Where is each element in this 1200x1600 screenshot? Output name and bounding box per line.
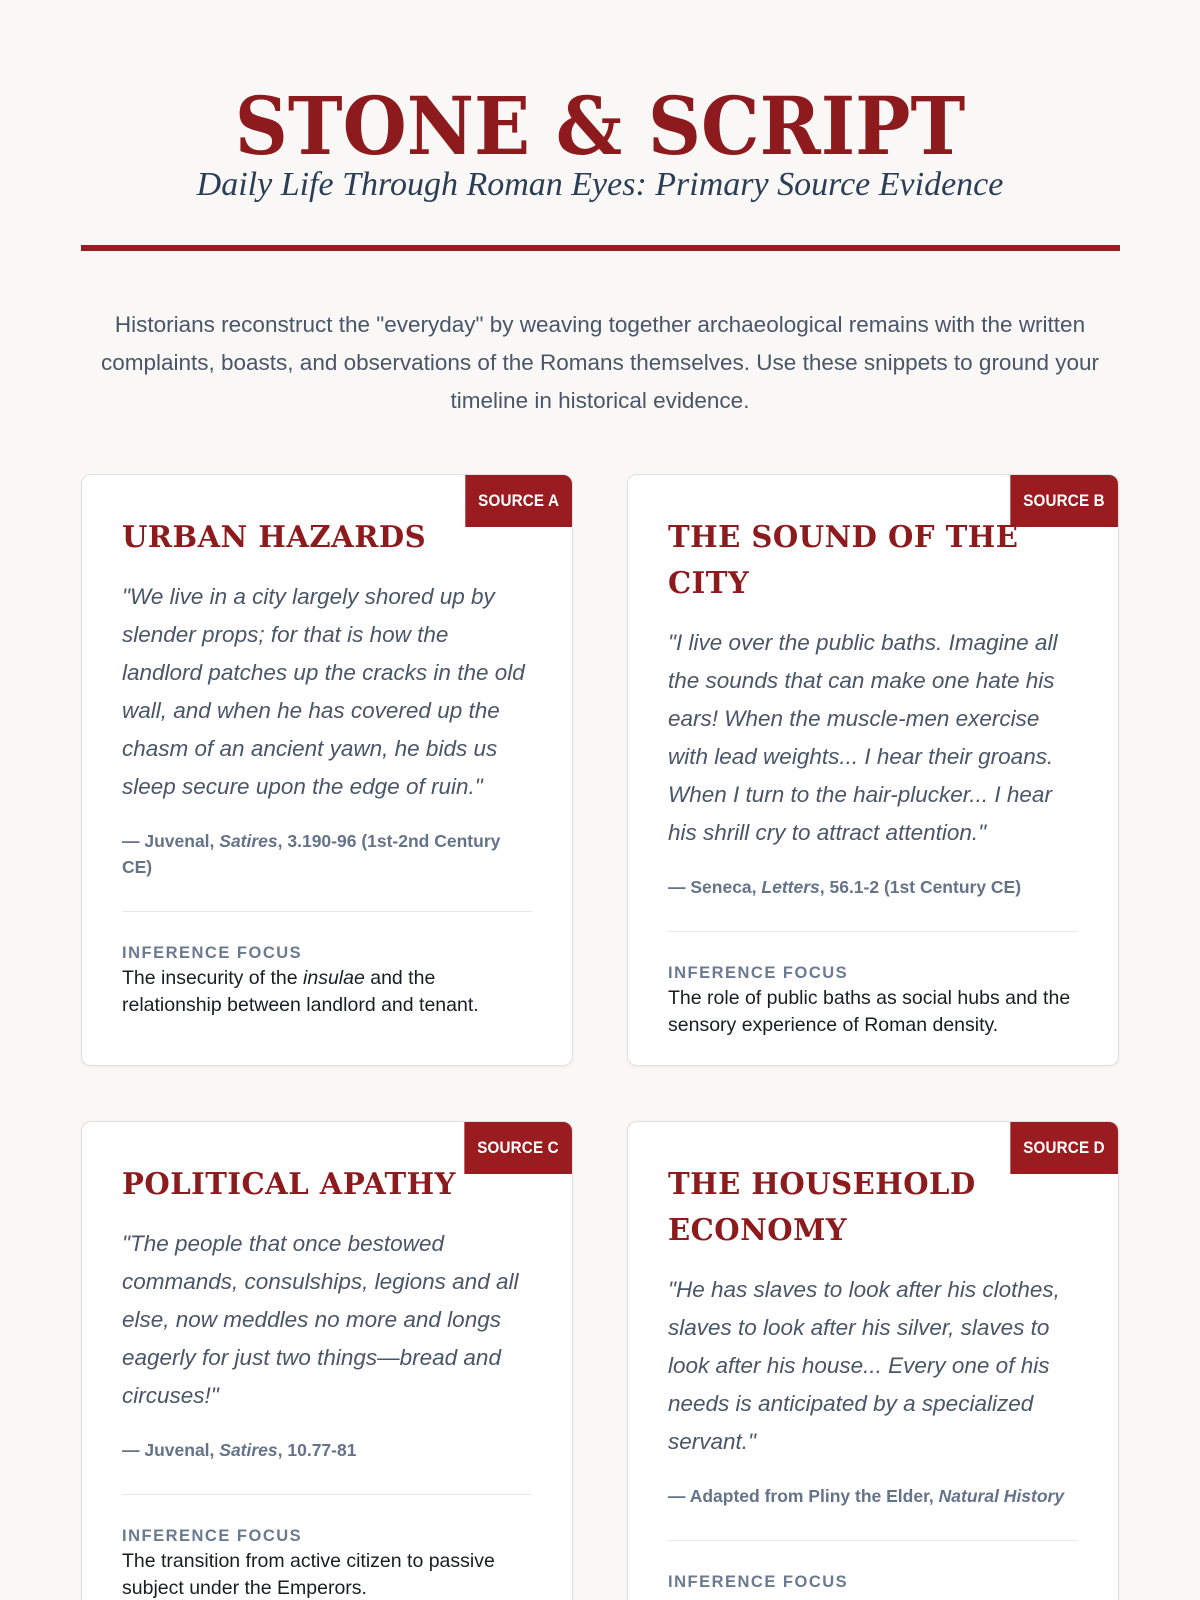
citation-ref: , 3.190-96 (1st-2nd Century CE) — [122, 831, 501, 877]
source-card-c — [81, 1121, 573, 1600]
page-subtitle: Daily Life Through Roman Eyes: Primary Source Evidence — [196, 166, 1004, 203]
source-badge: SOURCE A — [465, 475, 572, 527]
citation-work: Satires — [219, 1440, 278, 1460]
card-divider — [668, 1540, 1078, 1541]
card-title: THE SOUND OF THE CITY — [668, 520, 1019, 601]
focus-text-part: and the relationship between landlord and tenant. — [122, 967, 479, 1016]
citation-ref: , 10.77-81 — [277, 1440, 357, 1460]
citation — [122, 828, 532, 880]
quote-text: "We live in a city largely shored up by slender props; for that is how the landlord patches up the cracks in the old wall, and when he has covered up the chasm of an ancient yawn, he bids us sleep secure upon the edge of ruin." — [122, 584, 525, 799]
citation-ref: , 56.1-2 (1st Century CE) — [819, 877, 1022, 897]
inference-focus-text: The transition from active citizen to passive subject under the Emperors. — [122, 1550, 495, 1599]
inference-focus-label: INFERENCE FOCUS — [668, 964, 849, 982]
source-card-d — [627, 1121, 1119, 1600]
inference-focus-label: INFERENCE FOCUS — [668, 1573, 849, 1591]
citation — [668, 874, 1078, 900]
inference-focus-label: INFERENCE FOCUS — [122, 944, 303, 962]
citation-work: Letters — [761, 877, 820, 897]
card-divider — [122, 1494, 532, 1495]
quote-text: "He has slaves to look after his clothes, slaves to look after his silver, slaves to look after his house... Every one of his needs is anticipated by a specialized servant." — [668, 1277, 1060, 1454]
card-title: THE HOUSEHOLD ECONOMY — [668, 1167, 976, 1248]
card-title: URBAN HAZARDS — [122, 520, 427, 555]
source-card-a — [81, 474, 573, 1066]
citation-work: Natural History — [938, 1486, 1065, 1506]
source-card-b — [627, 474, 1119, 1066]
focus-text-emphasis: insulae — [303, 967, 365, 989]
intro-paragraph: Historians reconstruct the "everyday" by weaving together archaeological remains with the written complaints, boasts, and observations of the Romans themselves. Use these snippets to ground your timeline in historical evidence. — [100, 312, 1100, 413]
citation-author: — Juvenal, — [122, 1440, 220, 1460]
inference-focus-text — [122, 965, 532, 1018]
citation — [122, 1437, 532, 1463]
inference-focus-label: INFERENCE FOCUS — [122, 1527, 303, 1545]
source-badge: SOURCE B — [1011, 475, 1118, 527]
card-divider — [122, 911, 532, 912]
card-divider — [668, 931, 1078, 932]
citation-author: — Juvenal, — [122, 831, 220, 851]
citation-author: — Seneca, — [668, 877, 762, 897]
citation-author: — Adapted from Pliny the Elder, — [668, 1486, 939, 1506]
page-header — [0, 78, 1200, 204]
focus-text-part: The insecurity of the — [122, 967, 304, 989]
citation — [668, 1483, 1078, 1509]
quote-text: "I live over the public baths. Imagine all the sounds that can make one hate his ears! When the muscle-men exercise with lead weights... I hear their groans. When I turn to the hair-plucker... I hear his shrill cry to attract attention." — [668, 630, 1058, 845]
header-divider — [81, 245, 1120, 251]
inference-focus-text: The role of public baths as social hubs and the sensory experience of Roman density. — [668, 987, 1071, 1036]
quote-text: "The people that once bestowed commands, consulships, legions and all else, now meddles no more and longs eagerly for just two things—bread and circuses!" — [122, 1231, 519, 1408]
source-badge: SOURCE D — [1011, 1122, 1118, 1174]
site-title: STONE & SCRIPT — [234, 79, 966, 173]
citation-work: Satires — [219, 831, 278, 851]
card-title: POLITICAL APATHY — [122, 1167, 456, 1202]
source-badge: SOURCE C — [465, 1122, 572, 1174]
